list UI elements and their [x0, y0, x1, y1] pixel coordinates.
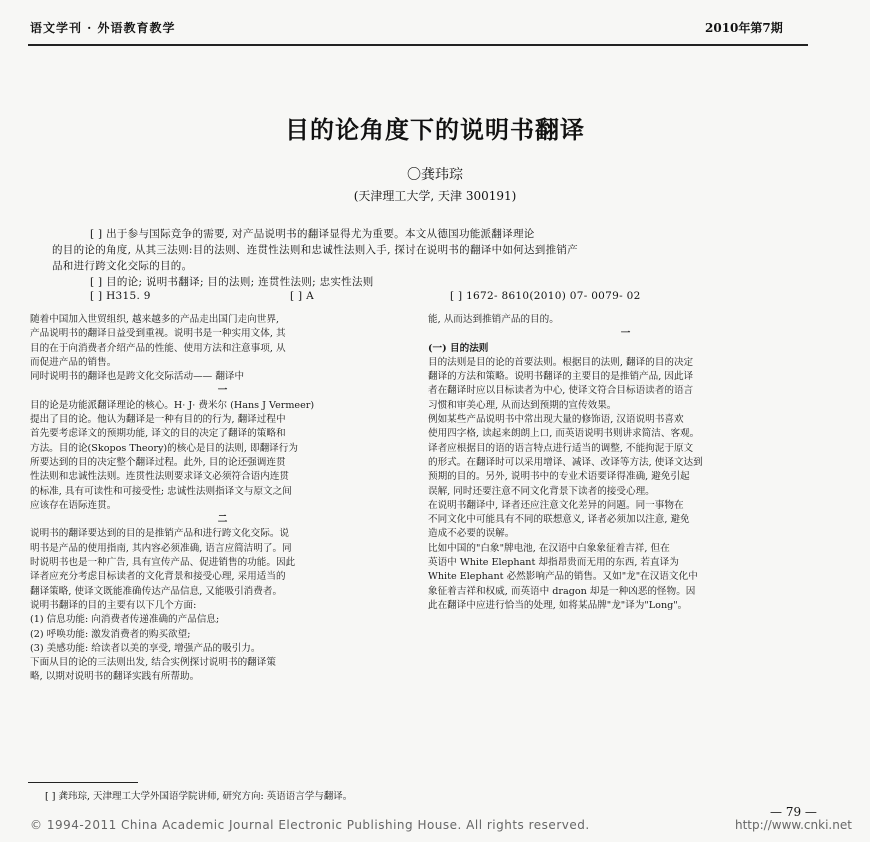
section-heading: 一: [217, 385, 228, 397]
text-line: 造成不必要的误解。: [428, 528, 515, 540]
abstract-line-3: 品和进行跨文化交际的目的。: [52, 260, 193, 272]
text-line: 应该存在语际连贯。: [30, 499, 117, 511]
text-line: 产品说明书的翻译日益受到重视。说明书是一种实用文体, 其: [30, 328, 286, 340]
document-code: [ ] A: [290, 290, 314, 302]
abstract-line-1: [ ] 出于参与国际竞争的需要, 对产品说明书的翻译显得尤为重要。本文从德国功能派翻译理论: [90, 228, 535, 240]
text-line: 而促进产品的销售。: [30, 356, 117, 368]
issue-number: 2010年第7期: [705, 21, 783, 35]
text-line: White Elephant 必然影响产品的销售。又如"龙"在汉语文化中: [428, 571, 698, 583]
text-line: 者在翻译时应以目标读者为中心, 使译文符合目标语读者的语言: [428, 385, 694, 397]
publisher-url: http://www.cnki.net: [735, 818, 852, 832]
text-line: 随着中国加入世贸组织, 越来越多的产品走出国门走向世界,: [30, 314, 279, 325]
text-line: 性法则和忠诚性法则。连贯性法则要求译文必须符合语内连贯: [30, 471, 290, 483]
text-line: (2) 呼唤功能: 激发消费者的购买欲望;: [30, 628, 191, 640]
text-line: 不同文化中可能具有不同的联想意义, 译者必须加以注意, 避免: [428, 514, 690, 526]
text-line: 习惯和审美心理, 从而达到预期的宣传效果。: [428, 399, 617, 411]
text-line: 翻译的方法和策略。说明书翻译的主要目的是推销产品, 因此译: [428, 371, 694, 383]
text-line: 的形式。在翻译时可以采用增译、减译、改译等方法, 使译文达到: [428, 456, 703, 468]
text-line: 误解, 同时还要注意不同文化背景下读者的接受心理。: [428, 485, 655, 497]
text-line: 明书是产品的使用指南, 其内容必须准确, 语言应简洁明了。同: [30, 542, 292, 554]
text-line: 方法。目的论(Skopos Theory)的核心是目的法则, 即翻译行为: [30, 442, 298, 454]
subsection-heading: (一) 目的法则: [428, 342, 489, 354]
text-line: 译者应充分考虑目标读者的文化背景和接受心理, 采用适当的: [30, 571, 286, 583]
footnote-divider: [28, 782, 138, 783]
clc-number: [ ] H315. 9: [90, 290, 151, 302]
text-line: 目的在于向消费者介绍产品的性能、使用方法和注意事项, 从: [30, 342, 286, 354]
text-line: 译者应根据目的语的语言特点进行适当的调整, 不能拘泥于原文: [428, 442, 694, 454]
journal-name: 语文学刊 · 外语教育教学: [30, 21, 176, 35]
keywords: [ ] 目的论; 说明书翻译; 目的法则; 连贯性法则; 忠实性法则: [90, 276, 374, 288]
text-line: 在说明书翻译中, 译者还应注意文化差异的问题。同一事物在: [428, 499, 684, 511]
text-line: 说明书翻译的目的主要有以下几个方面:: [30, 599, 197, 611]
text-line: (3) 美感功能: 给读者以美的享受, 增强产品的吸引力。: [30, 642, 261, 654]
text-line: 目的论是功能派翻译理论的核心。H· J· 费米尔 (Hans J Vermeer): [30, 399, 315, 411]
text-line: 象征着吉祥和权威, 而英语中 dragon 却是一种凶恶的怪物。因: [428, 585, 696, 597]
text-line: 预期的目的。另外, 说明书中的专业术语要译得准确, 避免引起: [428, 471, 690, 483]
section-heading: 一: [620, 328, 631, 340]
article-title: 目的论角度下的说明书翻译: [285, 115, 585, 144]
article-id: [ ] 1672- 8610(2010) 07- 0079- 02: [450, 290, 641, 302]
right-column: [428, 313, 823, 613]
text-line: 此在翻译中应进行恰当的处理, 如将某品牌"龙"译为"Long"。: [428, 599, 688, 611]
text-line: 所要达到的目的决定整个翻译过程。此外, 目的论还强调连贯: [30, 456, 286, 468]
text-line: 目的法则是目的论的首要法则。根据目的法则, 翻译的目的决定: [428, 356, 694, 368]
text-line: 下面从目的论的三法则出发, 结合实例探讨说明书的翻译策: [30, 657, 276, 669]
text-line: 同时说明书的翻译也是跨文化交际活动—— 翻译中: [30, 371, 245, 383]
text-line: 英语中 White Elephant 却指昂贵而无用的东西, 若直译为: [428, 557, 679, 569]
copyright-notice: © 1994-2011 China Academic Journal Electronic Publishing House. All rights reserved.: [30, 818, 590, 832]
text-line: 使用四字格, 读起来朗朗上口, 而英语说明书则讲求简洁、客观。: [428, 428, 700, 440]
text-line: 时说明书也是一种广告, 具有宣传产品、促进销售的功能。因此: [30, 557, 296, 569]
text-line: 提出了目的论。他认为翻译是一种有目的的行为, 翻译过程中: [30, 414, 286, 426]
text-line: 说明书的翻译要达到的目的是推销产品和进行跨文化交际。说: [30, 528, 290, 540]
text-line: 首先要考虑译文的预期功能, 译文的目的决定了翻译的策略和: [30, 428, 286, 440]
text-line: 翻译策略, 使译文既能准确传达产品信息, 又能吸引消费者。: [30, 585, 283, 597]
header-divider: [28, 44, 808, 46]
text-line: 略, 以期对说明书的翻译实践有所帮助。: [30, 671, 200, 683]
section-heading: 二: [217, 514, 228, 526]
text-line: 比如中国的"白象"牌电池, 在汉语中白象象征着吉祥, 但在: [428, 542, 670, 554]
author-affiliation: (天津理工大学, 天津 300191): [353, 189, 517, 203]
left-column: [30, 313, 415, 685]
text-line: 能, 从而达到推销产品的目的。: [428, 314, 559, 325]
author-name: 〇龚玮琮: [407, 167, 463, 183]
text-line: 例如某些产品说明书中常出现大量的修饰语, 汉语说明书喜欢: [428, 414, 684, 426]
abstract-line-2: 的目的论的角度, 从其三法则:目的法则、连贯性法则和忠诚性法则入手, 探讨在说明书的翻译中如何达到推销产: [52, 244, 578, 256]
text-line: 的标准, 具有可读性和可接受性; 忠诚性法则指译文与原文之间: [30, 485, 292, 497]
footnote: [ ] 龚玮琮, 天津理工大学外国语学院讲师, 研究方向: 英语语言学与翻译。: [45, 791, 353, 802]
page-number: — 79 —: [770, 805, 817, 819]
text-line: (1) 信息功能: 向消费者传递准确的产品信息;: [30, 614, 220, 626]
